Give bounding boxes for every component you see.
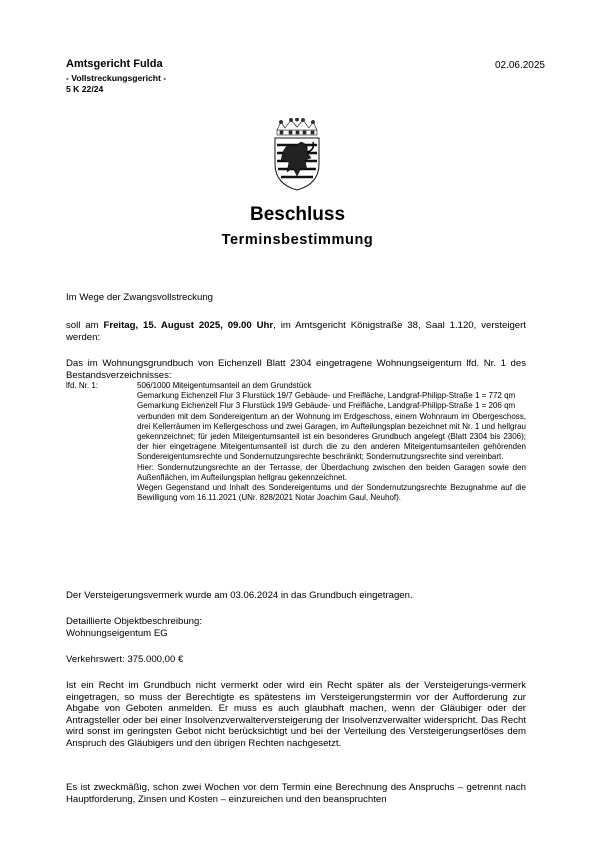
- lfd-number-label: lfd. Nr. 1:: [66, 381, 99, 390]
- schedule-paragraph: [66, 320, 526, 343]
- rights-notice: Ist ein Recht im Grundbuch nicht vermerkt oder wird ein Recht später als der Versteigerungs-vermerk eingetragen, so muss der Berechtigte es spätestens im Versteigerungstermin vor der Aufforderung zur Abgabe von Geboten anmelden. Er muss es auch glaubhaft machen, wenn der Gläubiger oder der Antragsteller oder bei einer Insolvenzverwalterversteigerung der Insolvenzverwalter widerspricht. Das Recht wird sonst im geringsten Gebot nicht berücksichtigt und bei der Verteilung des Versteigerungserlöses dem Anspruch des Gläubigers und den übrigen Rechten nachgesetzt.: [66, 680, 526, 749]
- property-intro: Das im Wohnungsgrundbuch von Eichenzell Blatt 2304 eingetragene Wohnungseigentum lfd. Nr. 1 des Bestandsverzeichnisses:: [66, 358, 526, 381]
- description-label: Detaillierte Objektbeschreibung:: [66, 616, 202, 627]
- market-value: Verkehrswert: 375.000,00 €: [66, 654, 184, 665]
- hesse-coat-of-arms-icon: [269, 118, 325, 192]
- schedule-suffix: , im Amtsgericht Königstraße 38, Saal 1.120, versteigert werden:: [66, 320, 526, 343]
- property-detail-line: Gemarkung Eichenzell Flur 3 Flurstück 19/7 Gebäude- und Freifläche, Landgraf-Philipp-Straße 1 = 772 qm: [137, 391, 516, 401]
- property-detail-line: Wegen Gegenstand und Inhalt des Sondereigentums und der Sondernutzungsrechte Bezugnahme auf die Bewilligung vom 16.11.2021 (UNr. 828/2021 Notar Joachim Gaul, Neuhof).: [137, 483, 526, 503]
- property-detail-line: Hier: Sondernutzungsrechte an der Terrasse, der Überdachung zwischen den beiden Garagen sowie den Außenflächen, im Aufteilungsplan hellgrau gekennzeichnet.: [137, 462, 526, 482]
- registration-note: Der Versteigerungsvermerk wurde am 03.06.2024 in das Grundbuch eingetragen.: [66, 590, 413, 601]
- description-value: Wohnungseigentum EG: [66, 628, 168, 639]
- property-detail-line: verbunden mit dem Sondereigentum an der Wohnung im Erdgeschoss, einem Wohnraum im Obergeschoss, drei Kellerräumen im Kellergeschoss und zwei Garagen, im Aufteilungsplan bezeichnet mit Nr. 1 und hellgrau gekennzeichnet; für jeden Miteigentumsanteil ist ein besonderes Grundbuch angelegt (Blatt 2304 bis 2306); der hier eingetragene Miteigentumsanteil ist durch die zu den anderen Miteigentumsanteilen gehörenden Sondereigentumsrechte und Sondernutzungsrechte beschränkt; Sondernutzungsrechte sind vereinbart.: [137, 411, 526, 462]
- document-date: 02.06.2025: [494, 60, 545, 71]
- property-detail-line: Gemarkung Eichenzell Flur 3 Flurstück 19/9 Gebäude- und Freifläche, Landgraf-Philipp-Straße 1 = 206 qm: [137, 401, 516, 411]
- property-detail-line: 506/1000 Miteigentumsanteil an dem Grundstück: [137, 381, 312, 390]
- recommendation-text: Es ist zweckmäßig, schon zwei Wochen vor dem Termin eine Berechnung des Anspruchs – getrennt nach Hauptforderung, Zinsen und Kosten – einzureichen und den beanspruchten: [66, 782, 526, 805]
- court-name: Amtsgericht Fulda: [66, 58, 163, 70]
- intro-text: Im Wege der Zwangsvollstreckung: [66, 292, 213, 303]
- document-subtitle: Terminsbestimmung: [221, 232, 374, 248]
- document-title: Beschluss: [249, 204, 346, 225]
- property-details: [137, 381, 526, 503]
- schedule-prefix: soll am: [66, 320, 104, 331]
- file-number: 5 K 22/24: [66, 84, 104, 94]
- court-department: - Vollstreckungsgericht -: [66, 73, 167, 83]
- auction-date: Freitag, 15. August 2025, 09.00 Uhr: [103, 320, 274, 331]
